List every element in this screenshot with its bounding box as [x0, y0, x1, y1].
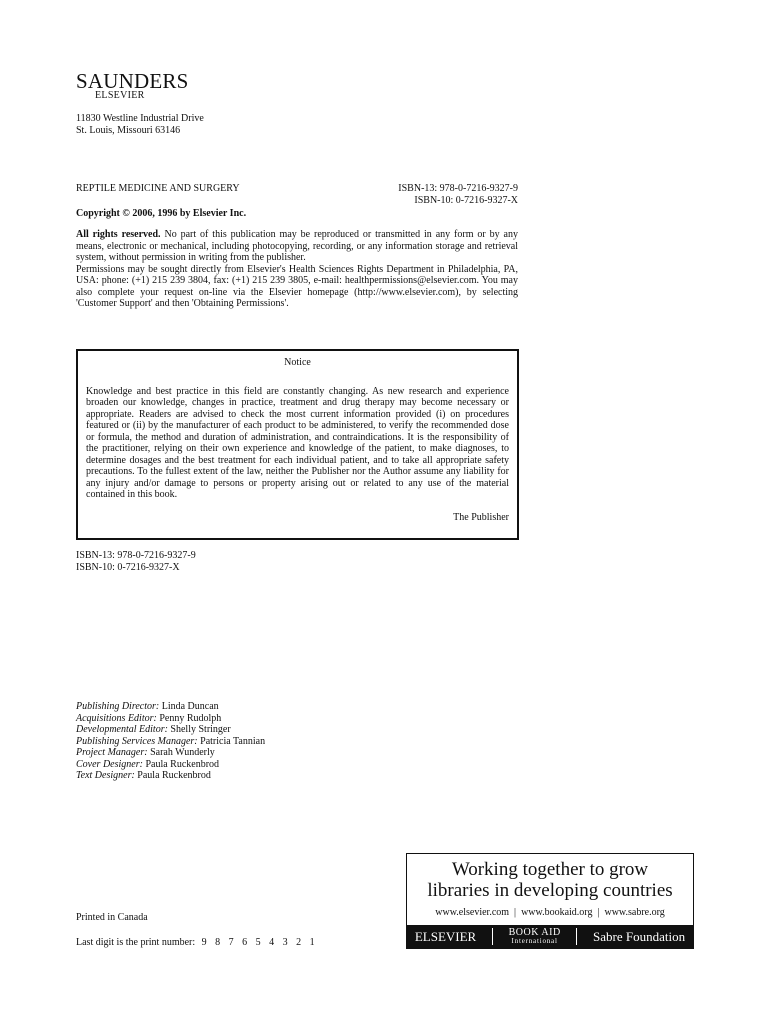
staff-credits [76, 701, 265, 782]
staff-row [76, 713, 265, 725]
link-elsevier[interactable]: www.elsevier.com [435, 907, 510, 918]
staff-role: Developmental Editor: [76, 724, 168, 735]
staff-name: Paula Ruckenbrod [134, 770, 211, 781]
partner-logo-bar [407, 925, 693, 948]
advert-headline-line-1: Working together to grow [451, 859, 649, 880]
book-aid-logo-bottom: International [511, 936, 558, 945]
address-line-2: St. Louis, Missouri 63146 [76, 124, 181, 136]
sabre-foundation-logo: Sabre Foundation [593, 928, 686, 944]
advert-links [407, 907, 693, 918]
book-aid-logo-top: BOOK AID [508, 926, 561, 938]
isbn-block-bottom [76, 550, 196, 573]
advert-headline-line-2: libraries in developing countries [427, 880, 673, 901]
isbn-block-top [398, 183, 518, 206]
notice-title: Notice [284, 357, 311, 368]
advert-headline [407, 859, 693, 901]
rights-lead: All rights reserved. [76, 229, 161, 240]
staff-name: Shelly Stringer [167, 724, 231, 735]
permissions-paragraph: Permissions may be sought directly from Elsevier's Health Sciences Rights Department in Philadelphia, PA, USA: phone: (+1) 215 239 3804, fax: (+1) 215 239 3805, e-mail: healthpermissions@elsevier.com. You may also complete your request on-line via the Elsevier homepage (http://www.elsevier.com), by selecting 'Customer Support' and then 'Obtaining Permissions'. [76, 263, 518, 309]
notice-signature: The Publisher [453, 511, 509, 523]
rights-statement [76, 229, 518, 310]
staff-row [76, 759, 265, 771]
link-bookaid[interactable]: www.bookaid.org [521, 907, 593, 918]
elsevier-logo: ELSEVIER [414, 928, 477, 944]
staff-row [76, 747, 265, 759]
print-number-digits: 9 8 7 6 5 4 3 2 1 [201, 937, 315, 948]
isbn-10: ISBN-10: 0-7216-9327-X [414, 194, 518, 206]
isbn-13-bottom: ISBN-13: 978-0-7216-9327-9 [76, 550, 196, 561]
link-separator: | [514, 907, 517, 918]
copyright-line: Copyright © 2006, 1996 by Elsevier Inc. [76, 208, 247, 219]
isbn-10-bottom: ISBN-10: 0-7216-9327-X [76, 561, 180, 573]
link-sabre[interactable]: www.sabre.org [604, 907, 665, 918]
notice-body: Knowledge and best practice in this field are constantly changing. As new research and experience broaden our knowledge, changes in practice, treatment and drug therapy may become necessary or appropriate. Readers are advised to check the most current information provided (i) on procedures featured or (ii) by the manufacturer of each product to be administered, to verify the recommended dose or formula, the method and duration of administration, and contraindications. It is the responsibility of the practitioner, relying on their own experience and knowledge of the patient, to make diagnoses, to determine dosages and the best treatment for each individual patient, and to take all appropriate safety precautions. To the fullest extent of the law, neither the Publisher nor the Author assume any liability for any injury and/or damage to persons or property arising out or related to any use of the material contained in this book. [86, 385, 509, 500]
staff-name: Patricia Tannian [197, 735, 266, 747]
staff-role: Project Manager: [76, 747, 148, 758]
staff-role: Publishing Services Manager: [76, 735, 198, 747]
publisher-imprint: ELSEVIER [95, 90, 145, 101]
divider [492, 928, 493, 945]
staff-role: Publishing Director: [76, 701, 160, 712]
staff-role: Text Designer: [76, 770, 135, 781]
divider [576, 928, 577, 945]
staff-row [76, 770, 265, 782]
staff-row [76, 724, 265, 736]
book-aid-advert [406, 853, 694, 949]
print-number-line [76, 937, 315, 949]
staff-name: Paula Ruckenbrod [142, 758, 220, 770]
staff-name: Sarah Wunderly [147, 747, 215, 758]
staff-row [76, 701, 265, 713]
notice-box [76, 349, 519, 540]
publisher-name: SAUNDERS [76, 69, 189, 93]
printed-in: Printed in Canada [76, 912, 148, 923]
rights-text: No part of this publication may be reproduced or transmitted in any form or by any means, electronic or mechanical, including photocopying, recording, or any information storage and retrieval system, without permission in writing from the publisher. [76, 229, 518, 263]
book-title: REPTILE MEDICINE AND SURGERY [76, 183, 240, 194]
publisher-address [76, 113, 204, 136]
book-aid-logo [509, 928, 561, 946]
staff-role: Cover Designer: [76, 758, 143, 770]
staff-name: Penny Rudolph [156, 712, 222, 724]
link-separator: | [597, 907, 600, 918]
isbn-13: ISBN-13: 978-0-7216-9327-9 [398, 183, 518, 194]
staff-role: Acquisitions Editor: [76, 712, 157, 724]
staff-name: Linda Duncan [159, 701, 219, 712]
address-line-1: 11830 Westline Industrial Drive [76, 113, 204, 124]
print-number-label: Last digit is the print number: [76, 937, 196, 948]
staff-row [76, 736, 265, 748]
rights-paragraph [76, 229, 518, 264]
